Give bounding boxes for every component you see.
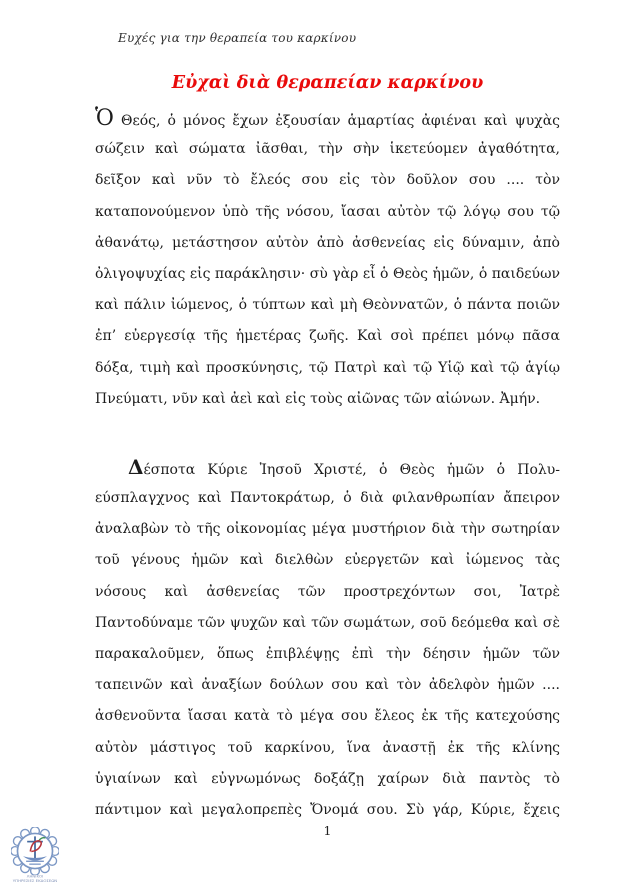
- sailboat-cross-logo-icon: [11, 827, 59, 875]
- text-line: ταπεινῶν καὶ ἀναξίων δούλων σου καὶ τὸν ἀδελφὸν ἡμῶν ....: [95, 677, 560, 694]
- text-line: δεῖξον καὶ νῦν τὸ ἔλεός σου εἰς τὸν δοῦλον σου .... τὸν: [95, 172, 560, 189]
- running-header: Ευχές για την θεραπεία του καρκίνου: [118, 31, 357, 45]
- publisher-logo: [6, 827, 64, 883]
- text-line: Παντοδύναμε τῶν ψυχῶν καὶ τῶν σωμάτων, σοῦ δεόμεθα καὶ σὲ: [95, 614, 560, 631]
- text-line: τοῦ γένους ἡμῶν καὶ διελθὼν εὐεργετῶν καὶ ἰώμενος τὰς: [95, 552, 560, 569]
- logo-caption: [12, 875, 57, 883]
- text-line: ἀσθενοῦντα ἴασαι κατὰ τὸ μέγα σου ἔλεος ἐκ τῆς κατεχούσης: [95, 708, 560, 725]
- text-line: ἀθανάτῳ, μετάστησον αὐτὸν ἀπὸ ἀσθενείας εἰς δύναμιν, ἀπὸ: [95, 234, 560, 251]
- text-line: αὐτὸν μάστιγος τοῦ καρκίνου, ἵνα ἀναστῇ ἐκ τῆς κλίνης: [95, 739, 560, 756]
- page-number: 1: [323, 823, 332, 838]
- text-line: Ὁ Θεός, ὁ μόνος ἔχων ἐξουσίαν ἁμαρτίας ἀφιέναι καὶ ψυχὰς: [95, 106, 560, 131]
- text-line: δόξα, τιμὴ καὶ προσκύνησις, τῷ Πατρὶ καὶ τῷ Υἱῷ καὶ τῷ ἁγίῳ: [95, 359, 560, 376]
- text-line: ἐπ’ εὐεργεσίᾳ τῆς ἡμετέρας ζωῆς. Καὶ σοὶ πρέπει μόνῳ πᾶσα: [95, 328, 560, 345]
- body-text: [95, 103, 560, 826]
- drop-initial: Δ: [128, 454, 144, 479]
- page-title: Εὐχαὶ διὰ θεραπείαν καρκίνου: [171, 73, 484, 93]
- logo-caption-line1: ΛΗΝΙΚΟΙ: [26, 874, 44, 879]
- text-line: ὀλιγοψυχίας εἰς παράκλησιν· σὺ γὰρ εἶ ὁ Θεὸς ἡμῶν, ὁ παιδεύων: [95, 265, 560, 282]
- text-line: καὶ πάλιν ἰώμενος, ὁ τύπτων καὶ μὴ Θεὸννατῶν, ὁ πάντα ποιῶν: [95, 297, 560, 314]
- text-line: ὑγιαίνων καὶ εὐγνωμόνως δοξάζῃ χαίρων διὰ παντὸς τὸ: [95, 770, 560, 787]
- drop-initial: Ὁ: [95, 106, 114, 131]
- text-line: καταπονούμενον ὑπὸ τῆς νόσου, ἴασαι αὐτὸν τῷ λόγῳ σου τῷ: [95, 203, 560, 220]
- text-line: παρακαλοῦμεν, ὅπως ἐπιβλέψῃς ἐπὶ τὴν δέησιν ἡμῶν τῶν: [95, 646, 560, 662]
- prayer-paragraph: [95, 452, 560, 826]
- text-line: Πνεύματι, νῦν καὶ ἀεὶ καὶ εἰς τοὺς αἰῶνας τῶν αἰώνων. Ἀμήν.: [95, 390, 541, 407]
- logo-caption-line2: ΥΠΗΡΕΣΙΕΣ ΕΚΔΟΣΕΩΝ: [12, 878, 58, 883]
- text-line: εύσπλαγχνος καὶ Παντοκράτωρ, ὁ διὰ φιλανθρωπίαν ἄπειρον: [95, 490, 560, 507]
- text-line: σώζειν καὶ σώματα ἰᾶσθαι, τὴν σὴν ἱκετεύομεν ἀγαθότητα,: [95, 141, 560, 158]
- prayer-paragraph: [95, 103, 560, 415]
- text-line: ἀναλαβὼν τὸ τῆς οἰκονομίας μέγα μυστήριον διὰ τὴν σωτηρίαν: [95, 521, 560, 538]
- text-line: πάντιμον καὶ μεγαλοπρεπὲς Ὄνομά σου. Σὺ γάρ, Κύριε, ἔχεις: [95, 801, 560, 818]
- text-line: Δέσποτα Κύριε Ἰησοῦ Χριστέ, ὁ Θεὸς ἡμῶν ὁ Πολυ-: [128, 454, 560, 479]
- text-line: νόσους καὶ ἀσθενείας τῶν προστρεχόντων σοι, Ἰατρὲ: [95, 583, 560, 600]
